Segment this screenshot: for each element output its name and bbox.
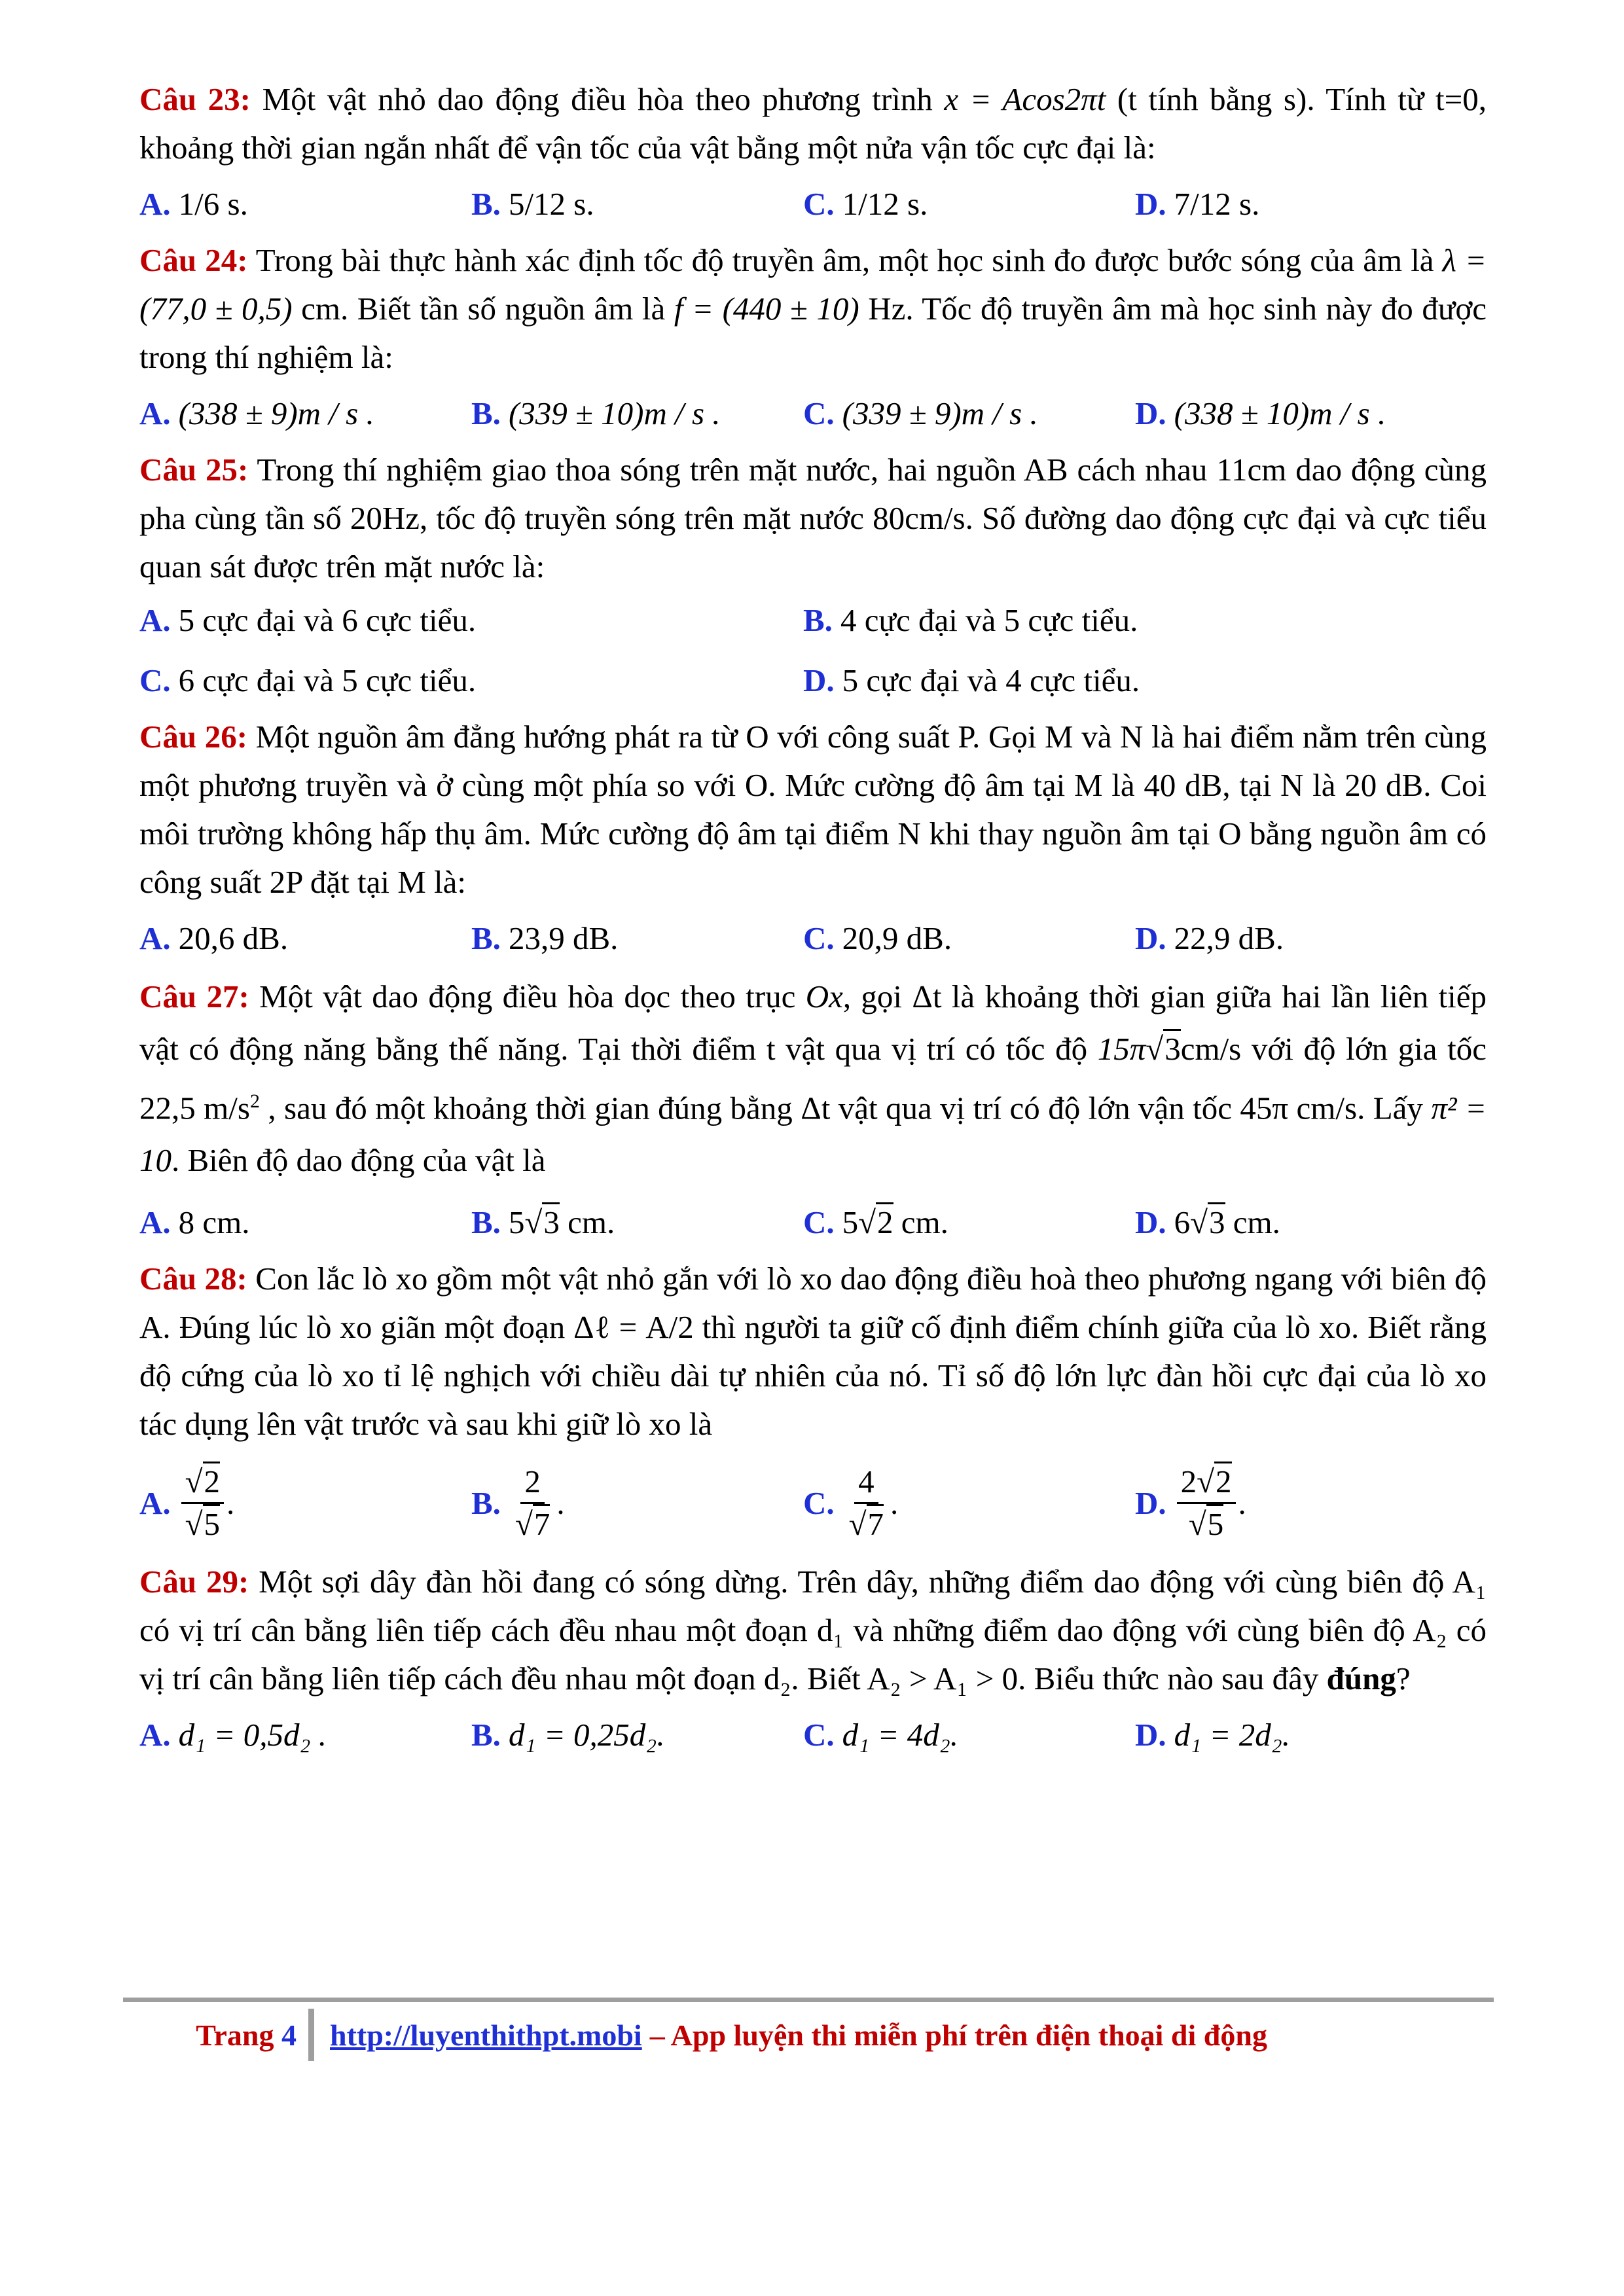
coef: 5 — [842, 1204, 859, 1241]
option-c[interactable] — [803, 389, 1135, 438]
denominator: √5 — [1185, 1504, 1227, 1545]
denominator-radicand: 7 — [867, 1504, 884, 1542]
option-label: C. — [803, 395, 835, 431]
footer-row — [123, 2009, 1494, 2061]
options-24 — [139, 389, 1487, 438]
question-text: Một nguồn âm đẳng hướng phát ra từ O với công suất P. Gọi M và N là hai điểm nằm trên cùng một phương truyền và ở cùng một phía so với O. Mức cường độ âm tại M là 40 dB, tại N là 20 dB. Coi môi trường không hấp thụ âm. Mức cường độ âm tại điểm N khi thay nguồn âm tại O bằng nguồn âm có công suất 2P đặt tại M là: — [139, 719, 1487, 900]
option-label: A. — [139, 1204, 171, 1241]
radicand: 3 — [1208, 1202, 1225, 1240]
option-label: A. — [139, 395, 171, 431]
option-label: C. — [803, 1484, 835, 1521]
numerator: 2 — [520, 1462, 545, 1504]
option-a[interactable]: A. $\frac{√2}{√5}$ . — [139, 1462, 471, 1545]
footer-separator — [308, 2009, 314, 2061]
fraction — [1177, 1462, 1236, 1545]
options-27 — [139, 1198, 1487, 1247]
option-a[interactable] — [139, 596, 803, 645]
fraction — [511, 1462, 554, 1545]
question-text: , sau đó một khoảng thời gian đúng bằng Δt vật qua vị trí có độ lớn vận tốc 45π cm/s. Lấy — [268, 1090, 1423, 1126]
options-26 — [139, 914, 1487, 963]
options-28 — [139, 1462, 1487, 1545]
footer-tagline: – App luyện thi miễn phí trên điện thoại di động — [649, 2018, 1267, 2052]
option-d[interactable] — [1135, 914, 1467, 963]
option-text: 5 cực đại và 4 cực tiểu. — [842, 662, 1140, 698]
page-footer — [123, 1998, 1494, 2061]
option-label: B. — [471, 395, 501, 431]
option-text: 6 cực đại và 5 cực tiểu. — [178, 662, 477, 698]
option-label: B. — [471, 1204, 501, 1241]
speed-coef: 15π — [1097, 1031, 1146, 1067]
question-text: cm. Biết tần số nguồn âm là — [301, 291, 666, 327]
option-c[interactable] — [803, 914, 1135, 963]
option-text: 5/12 s. — [508, 186, 594, 222]
superscript: 2 — [249, 1090, 260, 1112]
numerator: 4 — [854, 1462, 878, 1504]
option-d[interactable] — [1135, 1198, 1467, 1247]
option-text: (338 ± 10)m / s . — [1174, 395, 1386, 431]
option-text: (339 ± 10)m / s . — [508, 395, 721, 431]
option-label: A. — [139, 186, 171, 222]
question-text: với độ lớn gia tốc 22,5 m/s — [139, 1031, 1487, 1126]
denominator-radicand: 5 — [1206, 1504, 1224, 1542]
option-label: D. — [1135, 1204, 1166, 1241]
option-c[interactable] — [803, 1711, 1135, 1759]
option-d[interactable] — [1135, 389, 1467, 438]
denominator: √7 — [511, 1504, 554, 1545]
option-text: d₁ = 0,25d₂. — [508, 1717, 665, 1753]
options-23 — [139, 180, 1487, 228]
speed-formula: 15π√3 — [1098, 1029, 1181, 1067]
question-text: Trong thí nghiệm giao thoa sóng trên mặt nước, hai nguồn AB cách nhau 11cm dao động cùng pha cùng tần số 20Hz, tốc độ truyền sóng trên mặt nước 80cm/s. Số đường dao động cực đại và cực tiểu quan sát được trên mặt nước là: — [139, 452, 1487, 584]
option-d[interactable] — [803, 656, 1467, 705]
option-label: B. — [471, 920, 501, 956]
coef: 5 — [508, 1204, 525, 1241]
unit: cm. — [568, 1204, 615, 1241]
option-label: D. — [1135, 1484, 1166, 1521]
question-label: Câu 28: — [139, 1261, 247, 1297]
question-29 — [139, 1558, 1487, 1703]
unit: cm. — [901, 1204, 948, 1241]
footer-divider — [123, 1998, 1494, 2002]
question-text: Một sợi dây đàn hồi đang có sóng dừng. Trên dây, những điểm dao động với cùng biên độ A₁ có vị trí cân bằng liên tiếp cách đều nhau một đoạn d₁ và những điểm dao động với cùng biên độ A₂ có vị trí cân bằng liên tiếp cách đều nhau một đoạn d₂. Biết A₂ > A₁ > 0. Biểu thức nào sau đây — [139, 1564, 1487, 1697]
emphasis: đúng — [1326, 1660, 1396, 1697]
options-25-row1 — [139, 596, 1487, 645]
option-value: 5√3 — [509, 1198, 560, 1247]
numerator-radicand: 2 — [203, 1462, 221, 1499]
option-c[interactable] — [803, 1198, 1135, 1247]
question-text: ? — [1396, 1660, 1411, 1697]
question-text: . Biên độ dao động của vật là — [171, 1142, 546, 1179]
footer-link[interactable]: http://luyenthithpt.mobi — [330, 2018, 642, 2052]
denominator: √7 — [845, 1504, 888, 1545]
option-text: 1/6 s. — [178, 186, 248, 222]
page-word: Trang — [196, 2018, 274, 2052]
question-text: Một vật nhỏ dao động điều hòa theo phương trình — [262, 81, 933, 117]
formula: x = Acos2πt — [944, 81, 1106, 117]
formula: λ = (77,0 ± 0,5) — [139, 242, 1487, 327]
numerator: 2√2 — [1177, 1462, 1236, 1504]
question-26 — [139, 713, 1487, 906]
denominator-radicand: 5 — [203, 1504, 221, 1542]
option-text: 20,9 dB. — [842, 920, 952, 956]
question-label: Câu 25: — [139, 452, 249, 488]
formula: π² = 10 — [139, 1090, 1487, 1179]
options-29 — [139, 1711, 1487, 1759]
question-24 — [139, 236, 1487, 382]
option-a[interactable] — [139, 914, 471, 963]
option-b[interactable] — [471, 180, 803, 228]
option-label: D. — [1135, 186, 1166, 222]
option-b[interactable] — [471, 389, 803, 438]
radicand: 3 — [542, 1202, 560, 1240]
question-text: (t tính bằng s). Tính từ t=0, khoảng thời gian ngắn nhất để vận tốc của vật bằng một nửa vận tốc cực đại là: — [139, 81, 1487, 166]
radicand: 2 — [876, 1202, 893, 1240]
option-b[interactable] — [471, 914, 803, 963]
question-text: , gọi Δt là khoảng thời gian giữa hai lần liên tiếp vật có động năng bằng thế năng. Tại thời điểm t vật qua vị trí có tốc độ — [139, 978, 1487, 1067]
question-label: Câu 29: — [139, 1564, 249, 1600]
option-label: B. — [471, 186, 501, 222]
option-text: 1/12 s. — [842, 186, 928, 222]
page-number — [123, 2018, 308, 2053]
options-25-row2 — [139, 656, 1487, 705]
option-label: C. — [803, 1204, 835, 1241]
question-text: Con lắc lò xo gồm một vật nhỏ gắn với lò xo dao động điều hoà theo phương ngang với biên độ A. Đúng lúc lò xo giãn một đoạn Δℓ = A/2 thì người ta giữ cố định điểm chính giữa của lò xo. Biết rằng độ cứng của lò xo tỉ lệ nghịch với chiều dài tự nhiên của nó. Tỉ số độ lớn lực đàn hồi cực đại của lò xo tác dụng lên vật trước và sau khi giữ lò xo là — [139, 1261, 1487, 1443]
speed-radicand: 3 — [1163, 1029, 1181, 1067]
option-label: B. — [471, 1717, 501, 1753]
question-text: Một vật dao động điều hòa dọc theo trục — [259, 978, 796, 1014]
speed-unit: cm/s — [1180, 1031, 1242, 1067]
option-b[interactable]: B. $\frac{2}{√7}$ . — [471, 1462, 803, 1545]
option-a[interactable] — [139, 180, 471, 228]
formula: f = (440 ± 10) — [674, 291, 859, 327]
question-text: Hz. Tốc độ truyền âm mà học sinh này đo được trong thí nghiệm là: — [139, 291, 1487, 375]
option-c[interactable] — [803, 180, 1135, 228]
option-label: A. — [139, 920, 171, 956]
fraction — [181, 1462, 224, 1545]
option-text: 5 cực đại và 6 cực tiểu. — [178, 602, 477, 638]
question-25 — [139, 446, 1487, 591]
question-23 — [139, 75, 1487, 172]
numerator: √2 — [181, 1462, 224, 1504]
option-text: (338 ± 9)m / s . — [178, 395, 374, 431]
option-text: d₁ = 0,5d₂ . — [178, 1717, 327, 1753]
option-text: d₁ = 4d₂. — [842, 1717, 959, 1753]
option-c[interactable] — [139, 656, 803, 705]
option-label: A. — [139, 1717, 171, 1753]
option-b[interactable] — [803, 596, 1467, 645]
option-text: 23,9 dB. — [508, 920, 619, 956]
question-27 — [139, 971, 1487, 1187]
option-value: 5√2 — [842, 1198, 893, 1247]
option-value: 6√3 — [1174, 1198, 1225, 1247]
option-d[interactable] — [1135, 1711, 1467, 1759]
option-text: 7/12 s. — [1174, 186, 1260, 222]
unit: cm. — [1233, 1204, 1280, 1241]
option-text: d₁ = 2d₂. — [1174, 1717, 1291, 1753]
option-label: D. — [1135, 1717, 1166, 1753]
option-text: 20,6 dB. — [178, 920, 289, 956]
question-label: Câu 23: — [139, 81, 251, 117]
option-c[interactable]: C. $\frac{4}{√7}$ . — [803, 1462, 1135, 1545]
option-label: B. — [471, 1484, 501, 1521]
worksheet-page — [139, 75, 1487, 1767]
option-a[interactable] — [139, 389, 471, 438]
option-text: 22,9 dB. — [1174, 920, 1284, 956]
option-text: 8 cm. — [178, 1204, 250, 1241]
option-label: A. — [139, 1484, 171, 1521]
option-a[interactable] — [139, 1711, 471, 1759]
option-d[interactable]: D. $\frac{2√2}{√5}$ . — [1135, 1462, 1467, 1545]
option-label: D. — [803, 662, 835, 698]
numerator-radicand: 2 — [1214, 1462, 1232, 1499]
option-label: B. — [803, 602, 833, 638]
denominator-radicand: 7 — [533, 1504, 550, 1542]
axis-label: Ox — [805, 978, 843, 1014]
numerator-coef: 2 — [1180, 1463, 1197, 1500]
option-b[interactable] — [471, 1198, 803, 1247]
question-label: Câu 27: — [139, 978, 249, 1014]
option-d[interactable] — [1135, 180, 1467, 228]
fraction — [845, 1462, 888, 1545]
option-text: (339 ± 9)m / s . — [842, 395, 1038, 431]
question-28 — [139, 1255, 1487, 1448]
question-label: Câu 24: — [139, 242, 248, 278]
denominator: √5 — [181, 1504, 224, 1545]
option-label: D. — [1135, 395, 1166, 431]
option-label: A. — [139, 602, 171, 638]
option-label: C. — [803, 920, 835, 956]
option-label: C. — [803, 1717, 835, 1753]
option-label: C. — [139, 662, 171, 698]
option-b[interactable] — [471, 1711, 803, 1759]
option-text: 4 cực đại và 5 cực tiểu. — [840, 602, 1138, 638]
page-number-value: 4 — [281, 2018, 297, 2052]
coef: 6 — [1174, 1204, 1191, 1241]
question-label: Câu 26: — [139, 719, 248, 755]
option-label: D. — [1135, 920, 1166, 956]
option-a[interactable] — [139, 1198, 471, 1247]
option-label: C. — [803, 186, 835, 222]
question-text: Trong bài thực hành xác định tốc độ truyền âm, một học sinh đo được bước sóng của âm là — [255, 242, 1434, 278]
